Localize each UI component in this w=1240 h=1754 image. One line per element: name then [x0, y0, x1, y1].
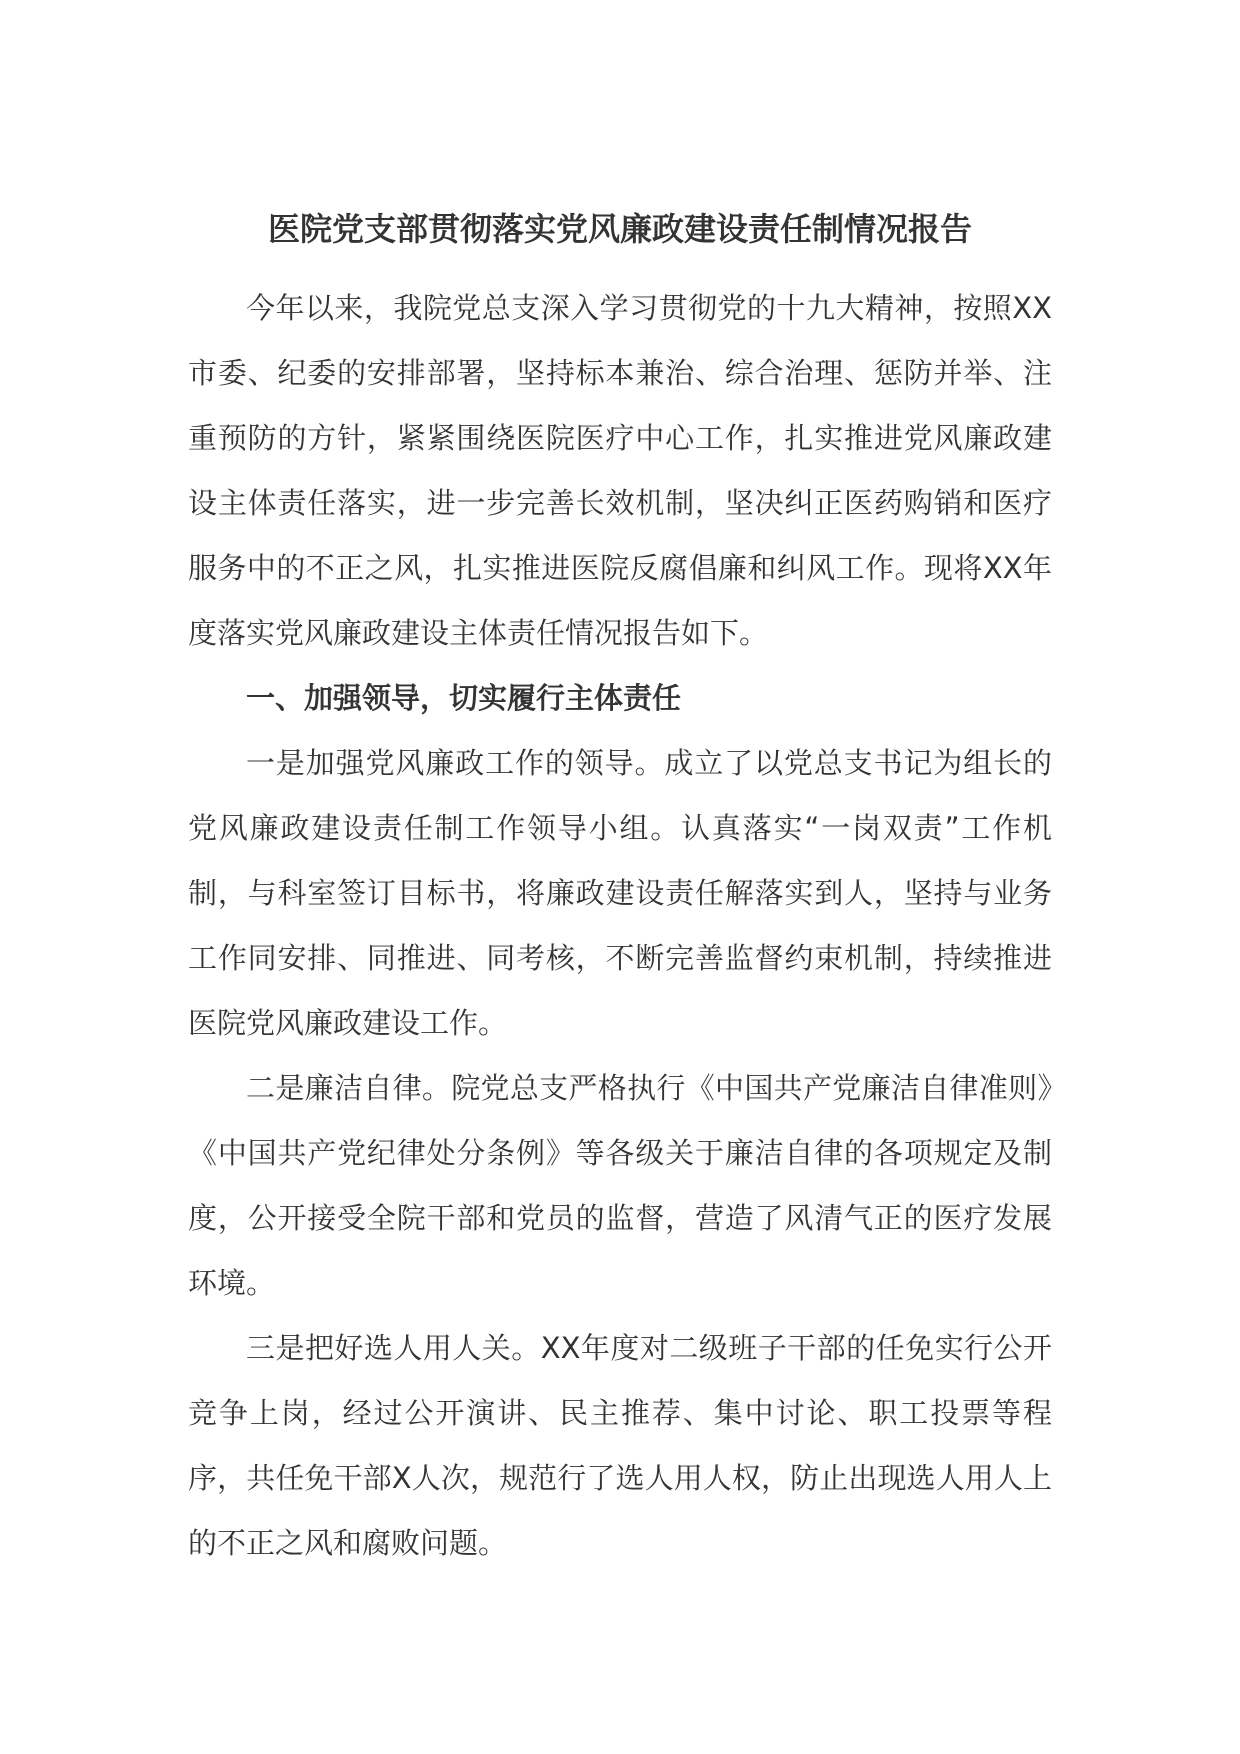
section-heading-1: 一、加强领导，切实履行主体责任 — [246, 681, 682, 715]
paragraph-leadership: 一是加强党风廉政工作的领导。成立了以党总支书记为组长的党风廉政建设责任制工作领导小组。认真落实“一岗双责”工作机制，与科室签订目标书，将廉政建设责任解落实到人，坚持与业务工作同安排、同推进、同考核，不断完善监督约束机制，持续推进医院党风廉政建设工作。 — [188, 746, 1052, 1040]
paragraph-intro: 今年以来，我院党总支深入学习贯彻党的十九大精神，按照XX市委、纪委的安排部署，坚持标本兼治、综合治理、惩防并举、注重预防的方针，紧紧围绕医院医疗中心工作，扎实推进党风廉政建设主体责任落实，进一步完善长效机制，坚决纠正医药购销和医疗服务中的不正之风，扎实推进医院反腐倡廉和纠风工作。现将XX年度落实党风廉政建设主体责任情况报告如下。 — [188, 291, 1052, 650]
document-body — [188, 276, 1052, 1576]
document-page — [188, 0, 1052, 1754]
paragraph-personnel-selection: 三是把好选人用人关。XX年度对二级班子干部的任免实行公开竞争上岗，经过公开演讲、民主推荐、集中讨论、职工投票等程序，共任免干部X人次，规范行了选人用人权，防止出现选人用人上的不正之风和腐败问题。 — [188, 1331, 1052, 1560]
paragraph-self-discipline: 二是廉洁自律。院党总支严格执行《中国共产党廉洁自律准则》《中国共产党纪律处分条例》等各级关于廉洁自律的各项规定及制度，公开接受全院干部和党员的监督，营造了风清气正的医疗发展环境。 — [188, 1071, 1052, 1300]
document-title: 医院党支部贯彻落实党风廉政建设责任制情况报告 — [267, 210, 972, 248]
